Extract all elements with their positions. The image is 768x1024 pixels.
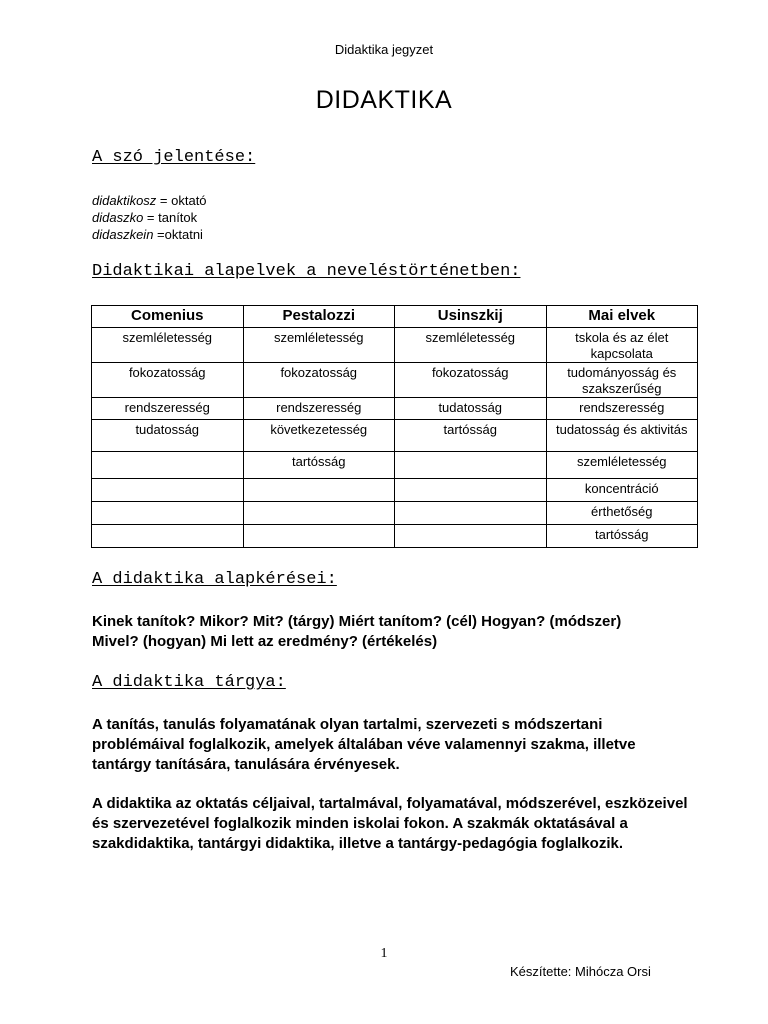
table-row [92,452,698,479]
section-heading-principles: Didaktikai alapelvek a neveléstörténetben: [92,262,521,281]
section-heading-meaning: A szó jelentése: [92,148,256,167]
table-cell: tskola és az élet kapcsolata [546,328,698,363]
table-row [92,398,698,420]
table-cell [243,479,395,502]
table-cell: fokozatosság [243,363,395,398]
principles-table [91,305,698,548]
definition-item [92,226,207,243]
subject-paragraph: A tanítás, tanulás folyamatának olyan tartalmi, szervezeti s módszertani problémáival foglalkozik, amelyek általában véve valamennyi szakma, illetve tantárgy tanítására, tanulására érvényesek. [92,716,636,773]
page-number: 1 [380,946,388,961]
table-cell: fokozatosság [395,363,547,398]
table-cell: érthetőség [546,502,698,525]
section-heading-questions: A didaktika alapkérései: [92,570,337,589]
definition-term: didaktikosz [92,193,157,208]
table-cell: tudományosság és szakszerűség [546,363,698,398]
table-row [92,479,698,502]
table-cell [243,502,395,525]
table-cell: szemléletesség [92,328,244,363]
column-header-pestalozzi: Pestalozzi [243,306,395,328]
table-cell [395,525,547,548]
table-header-row [92,306,698,328]
column-header-mai-elvek: Mai elvek [546,306,698,328]
table-cell: rendszeresség [92,398,244,420]
author-footer: Készítette: Mihócza Orsi [510,964,651,979]
subject-paragraph: A didaktika az oktatás céljaival, tartalmával, folyamatával, módszerével, eszközeivel és szervezetével foglalkozik minden iskolai fokon. A szakmák oktatásával a szakdidaktika, tantárgyi didaktika, illetve a tantárgy-pedagógia foglalkozik. [92,795,688,852]
table-row [92,420,698,452]
definition-term: didaszko [92,210,144,225]
document-header: Didaktika jegyzet [334,42,434,57]
table-cell: fokozatosság [92,363,244,398]
table-cell: szemléletesség [243,328,395,363]
table-cell: szemléletesség [395,328,547,363]
table-row [92,363,698,398]
questions-paragraph: Kinek tanítok? Mikor? Mit? (tárgy) Miért tanítom? (cél) Hogyan? (módszer) Mivel? (hogyan) Mi lett az eredmény? (értékelés) [92,613,622,650]
definition-meaning: = tanítok [143,210,198,225]
section-heading-subject: A didaktika tárgya: [92,673,286,692]
definition-term: didaszkein [92,227,154,242]
table-cell: tartósság [243,452,395,479]
table-cell: rendszeresség [546,398,698,420]
table-cell: koncentráció [546,479,698,502]
table-cell [92,502,244,525]
table-cell: rendszeresség [243,398,395,420]
table-cell: tartósság [395,420,547,452]
definition-meaning: =oktatni [153,227,203,242]
table-cell: tudatosság [395,398,547,420]
table-cell [243,525,395,548]
table-cell: tudatosság [92,420,244,452]
table-cell [92,479,244,502]
definition-meaning: = oktató [156,193,207,208]
table-cell [395,502,547,525]
table-row [92,328,698,363]
definitions-list [92,192,207,243]
definition-item [92,209,207,226]
table-cell [92,452,244,479]
table-cell: tartósság [546,525,698,548]
table-cell [395,479,547,502]
table-row [92,502,698,525]
column-header-comenius: Comenius [92,306,244,328]
definition-item [92,192,207,209]
table-row [92,525,698,548]
column-header-usinszkij: Usinszkij [395,306,547,328]
table-cell: tudatosság és aktivitás [546,420,698,452]
table-cell: szemléletesség [546,452,698,479]
table-cell: következetesség [243,420,395,452]
table-cell [395,452,547,479]
document-title: DIDAKTIKA [315,86,453,114]
table-cell [92,525,244,548]
